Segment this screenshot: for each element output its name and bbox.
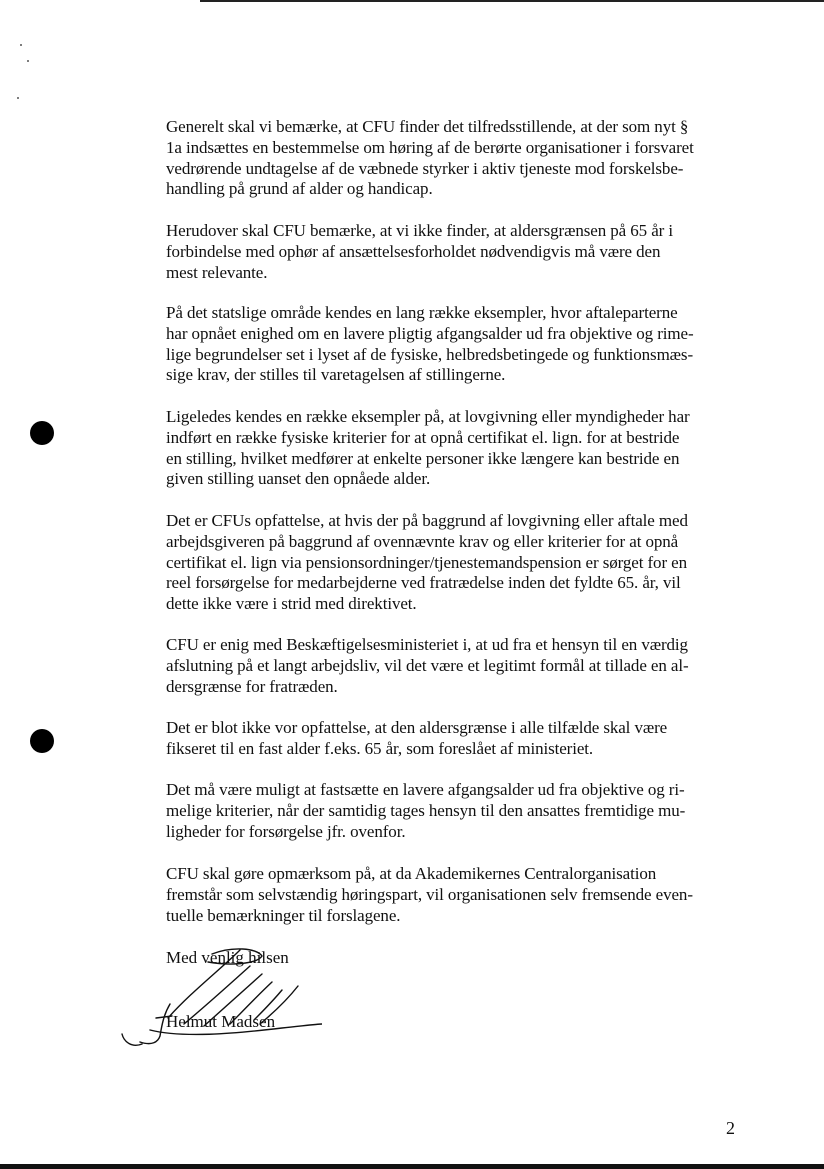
text-line: melige kriterier, når der samtidig tages hensyn til den ansattes fremtidige mu- [166, 800, 686, 820]
text-line: Generelt skal vi bemærke, at CFU finder det tilfredsstillende, at der som nyt § [166, 117, 689, 136]
bottom-scan-edge [0, 1164, 824, 1169]
top-scan-edge [200, 0, 824, 2]
text-line: tuelle bemærkninger til forslagene. [166, 905, 401, 925]
text-line: lige begrundelser set i lyset af de fysiske, helbredsbetingede og funktionsmæs- [166, 344, 694, 364]
body-paragraph [166, 780, 746, 842]
body-paragraph [166, 718, 746, 760]
text-line: certifikat el. lign via pensionsordninger/tjenestemandspension er sørget for en [166, 552, 688, 572]
signer-name: Helmut Madsen [166, 1012, 276, 1031]
punch-hole [30, 421, 54, 445]
closing-greeting: Med venlig hilsen [166, 948, 289, 967]
text-line: forbindelse med ophør af ansættelsesforholdet nødvendigvis må være den [166, 241, 661, 261]
text-line: CFU er enig med Beskæftigelsesministeriet i, at ud fra et hensyn til en værdig [166, 635, 688, 654]
body-paragraph [166, 117, 746, 200]
text-line: Det er CFUs opfattelse, at hvis der på baggrund af lovgivning eller aftale med [166, 511, 688, 530]
text-line: Det er blot ikke vor opfattelse, at den aldersgrænse i alle tilfælde skal være [166, 718, 668, 737]
scan-speck [20, 44, 22, 46]
text-line: Ligeledes kendes en række eksempler på, at lovgivning eller myndigheder har [166, 407, 690, 426]
scan-speck [27, 60, 29, 62]
text-line: fremstår som selvstændig høringspart, vil organisationen selv fremsende even- [166, 884, 693, 904]
text-line: Det må være muligt at fastsætte en lavere afgangsalder ud fra objektive og ri- [166, 780, 685, 799]
page-number: 2 [726, 1118, 735, 1138]
text-line: mest relevante. [166, 262, 268, 282]
body-paragraph [166, 303, 746, 386]
text-line: afslutning på et langt arbejdsliv, vil det være et legitimt formål at tillade en al- [166, 655, 689, 675]
text-line: CFU skal gøre opmærksom på, at da Akademikernes Centralorganisation [166, 864, 657, 883]
text-line: en stilling, hvilket medfører at enkelte personer ikke længere kan bestride en [166, 448, 680, 468]
text-line: reel forsørgelse for medarbejderne ved fratrædelse inden det fyldte 65. år, vil [166, 573, 681, 593]
text-line: dette ikke være i strid med direktivet. [166, 594, 417, 614]
text-line: indført en række fysiske kriterier for at opnå certifikat el. lign. for at bestride [166, 427, 680, 447]
text-line: fikseret til en fast alder f.eks. 65 år, som foreslået af ministeriet. [166, 738, 594, 758]
text-line: vedrørende undtagelse af de væbnede styrker i aktiv tjeneste mod forskelsbe- [166, 158, 684, 178]
text-line: arbejdsgiveren på baggrund af ovennævnte krav og eller kriterier for at opnå [166, 531, 679, 551]
punch-hole [30, 729, 54, 753]
text-line: ligheder for forsørgelse jfr. ovenfor. [166, 821, 406, 841]
text-line: handling på grund af alder og handicap. [166, 179, 433, 199]
text-line: Herudover skal CFU bemærke, at vi ikke finder, at aldersgrænsen på 65 år i [166, 221, 673, 240]
text-line: given stilling uanset den opnåede alder. [166, 469, 431, 489]
handwritten-signature [112, 938, 322, 1048]
text-line: sige krav, der stilles til varetagelsen af stillingerne. [166, 365, 506, 385]
body-paragraph [166, 221, 746, 283]
body-paragraph [166, 407, 746, 490]
body-paragraph [166, 635, 746, 697]
text-line: har opnået enighed om en lavere pligtig afgangsalder ud fra objektive og rime- [166, 323, 694, 343]
text-line: På det statslige område kendes en lang række eksempler, hvor aftaleparterne [166, 303, 678, 322]
text-line: 1a indsættes en bestemmelse om høring af de berørte organisationer i forsvaret [166, 137, 694, 157]
text-line: dersgrænse for fratræden. [166, 676, 338, 696]
body-paragraph [166, 511, 746, 615]
body-paragraph [166, 864, 746, 926]
scan-speck [17, 97, 19, 99]
